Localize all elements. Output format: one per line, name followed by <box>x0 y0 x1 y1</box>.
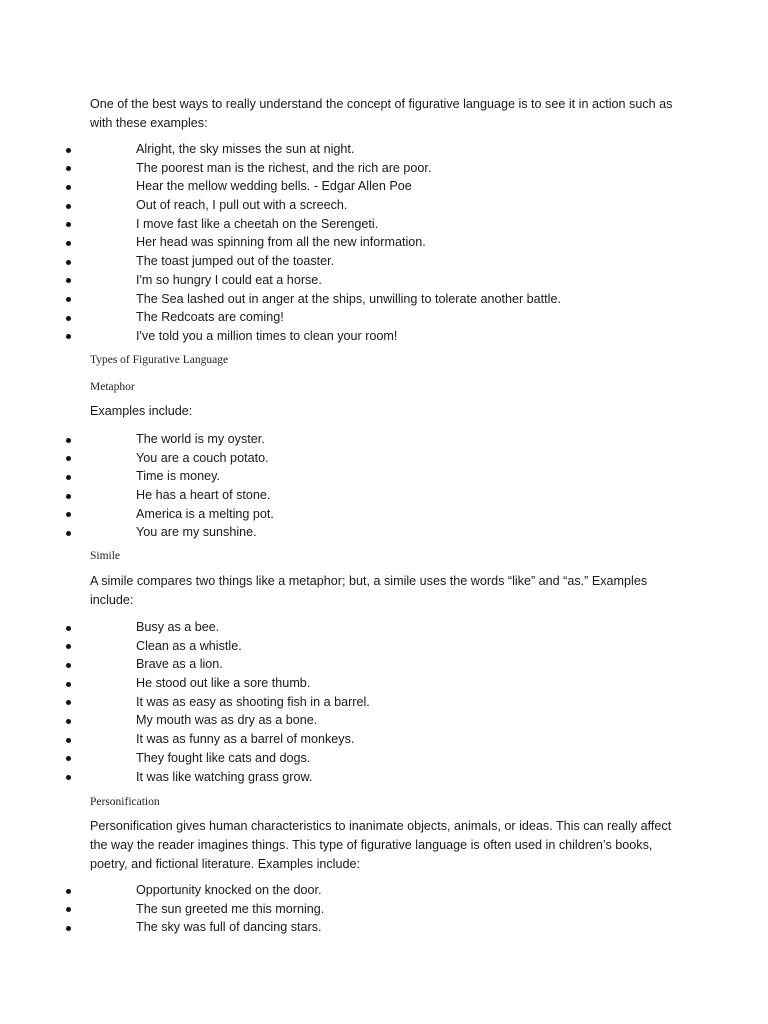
list-item-text: America is a melting pot. <box>136 506 274 521</box>
list-item-text: My mouth was as dry as a bone. <box>136 713 318 728</box>
bullet-icon <box>66 889 71 894</box>
list-item <box>0 430 700 449</box>
bullet-icon <box>66 278 71 283</box>
bullet-icon <box>66 926 71 931</box>
simile-intro: A simile compares two things like a metaphor; but, a simile uses the words “like” and “as.” Examples include: <box>90 574 648 607</box>
list-item <box>0 881 700 900</box>
list-item <box>0 252 700 271</box>
list-item <box>0 655 700 674</box>
personification-heading: Personification <box>90 796 160 808</box>
types-heading: Types of Figurative Language <box>90 354 229 366</box>
list-item-text: They fought like cats and dogs. <box>136 750 311 765</box>
bullet-icon <box>66 626 71 631</box>
list-item-text: Busy as a bee. <box>136 620 220 634</box>
list-item-text: I've told you a million times to clean your room! <box>136 328 398 343</box>
bullet-icon <box>66 756 71 761</box>
bullet-icon <box>66 682 71 687</box>
list-item-text: Brave as a lion. <box>136 657 223 672</box>
list-item <box>0 768 700 787</box>
intro-examples-list <box>0 140 700 346</box>
bullet-icon <box>66 531 71 536</box>
list-item-text: Her head was spinning from all the new information. <box>136 235 426 250</box>
list-item-text: The poorest man is the richest, and the rich are poor. <box>136 160 432 175</box>
bullet-icon <box>66 738 71 743</box>
bullet-icon <box>66 166 71 171</box>
list-item-text: I'm so hungry I could eat a horse. <box>136 272 322 287</box>
list-item <box>0 290 700 309</box>
list-item-text: He stood out like a sore thumb. <box>136 676 311 691</box>
bullet-icon <box>66 260 71 265</box>
personification-examples-list <box>0 881 700 937</box>
list-item <box>0 674 700 693</box>
intro-paragraph: One of the best ways to really understand the concept of figurative language is to see it in action such as with these examples: <box>90 97 673 130</box>
bullet-icon <box>66 719 71 724</box>
list-item <box>0 177 700 196</box>
list-item-text: The sky was full of dancing stars. <box>136 920 322 935</box>
list-item <box>0 523 700 542</box>
bullet-icon <box>66 700 71 705</box>
list-item-text: Clean as a whistle. <box>136 638 242 653</box>
list-item <box>0 749 700 768</box>
list-item <box>0 900 700 919</box>
list-item-text: I move fast like a cheetah on the Serengeti. <box>136 216 379 231</box>
list-item-text: Time is money. <box>136 469 220 484</box>
bullet-icon <box>66 494 71 499</box>
list-item <box>0 449 700 468</box>
metaphor-examples-list <box>0 430 700 542</box>
list-item <box>0 327 700 346</box>
list-item-text: Alright, the sky misses the sun at night. <box>136 142 355 156</box>
list-item-text: He has a heart of stone. <box>136 488 271 503</box>
metaphor-intro: Examples include: <box>90 404 193 418</box>
bullet-icon <box>66 475 71 480</box>
list-item <box>0 271 700 290</box>
list-item-text: It was as easy as shooting fish in a barrel. <box>136 694 370 709</box>
list-item-text: It was as funny as a barrel of monkeys. <box>136 732 355 747</box>
list-item <box>0 196 700 215</box>
list-item-text: The world is my oyster. <box>136 432 265 446</box>
list-item <box>0 711 700 730</box>
list-item <box>0 159 700 178</box>
list-item-text: It was like watching grass grow. <box>136 769 313 784</box>
list-item <box>0 637 700 656</box>
simile-heading: Simile <box>90 550 121 562</box>
list-item <box>0 215 700 234</box>
list-item-text: Out of reach, I pull out with a screech. <box>136 198 348 213</box>
list-item <box>0 140 700 159</box>
list-item-text: Hear the mellow wedding bells. - Edgar Allen Poe <box>136 179 412 194</box>
list-item <box>0 730 700 749</box>
bullet-icon <box>66 438 71 443</box>
bullet-icon <box>66 241 71 246</box>
bullet-icon <box>66 663 71 668</box>
bullet-icon <box>66 775 71 780</box>
bullet-icon <box>66 222 71 227</box>
list-item <box>0 486 700 505</box>
list-item-text: You are my sunshine. <box>136 525 257 540</box>
list-item-text: The Sea lashed out in anger at the ships, unwilling to tolerate another battle. <box>136 291 561 306</box>
list-item-text: The Redcoats are coming! <box>136 310 284 325</box>
list-item <box>0 618 700 637</box>
bullet-icon <box>66 316 71 321</box>
list-item-text: You are a couch potato. <box>136 450 269 465</box>
list-item <box>0 233 700 252</box>
bullet-icon <box>66 644 71 649</box>
list-item <box>0 467 700 486</box>
metaphor-heading: Metaphor <box>90 381 135 393</box>
list-item-text: The sun greeted me this morning. <box>136 901 325 916</box>
personification-intro: Personification gives human characteristics to inanimate objects, animals, or ideas. This can really affect the way the reader imagines things. This type of figurative language is often used in children’s books, poetry, and fictional literature. Examples include: <box>90 819 672 871</box>
list-item-text: The toast jumped out of the toaster. <box>136 254 335 269</box>
bullet-icon <box>66 907 71 912</box>
bullet-icon <box>66 297 71 302</box>
bullet-icon <box>66 512 71 517</box>
bullet-icon <box>66 334 71 339</box>
bullet-icon <box>66 456 71 461</box>
list-item <box>0 308 700 327</box>
list-item <box>0 918 700 937</box>
bullet-icon <box>66 204 71 209</box>
list-item <box>0 505 700 524</box>
list-item <box>0 693 700 712</box>
list-item-text: Opportunity knocked on the door. <box>136 883 322 897</box>
bullet-icon <box>66 185 71 190</box>
bullet-icon <box>66 148 71 153</box>
simile-examples-list <box>0 618 700 786</box>
